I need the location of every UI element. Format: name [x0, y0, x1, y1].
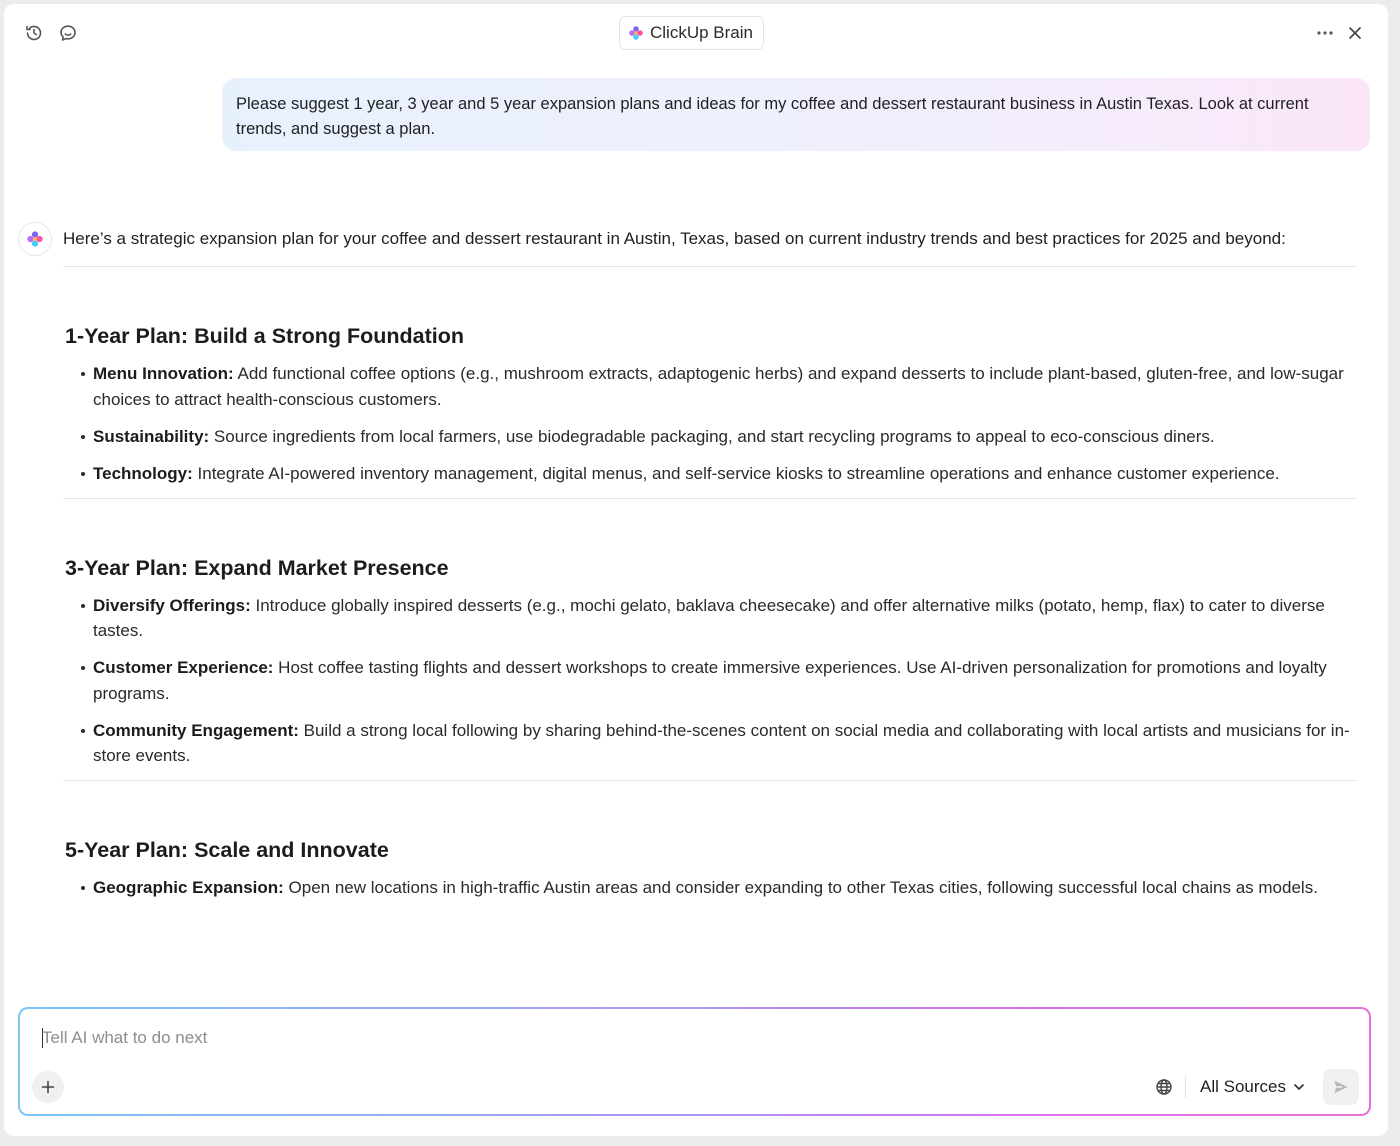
item-label: Community Engagement: — [93, 720, 299, 740]
close-icon[interactable] — [1343, 21, 1367, 45]
bullet-list — [63, 361, 1357, 486]
send-button[interactable] — [1323, 1069, 1359, 1105]
item-text: Add functional coffee options (e.g., mushroom extracts, adaptogenic herbs) and expand desserts to include plant-based, gluten-free, and low-sugar choices to attract health-conscious customers. — [93, 364, 1344, 409]
item-text: Introduce globally inspired desserts (e.g., mochi gelato, baklava cheesecake) and offer alternative milks (potato, hemp, flax) to cater to diverse tastes. — [93, 595, 1325, 640]
send-icon — [1332, 1078, 1350, 1096]
plus-icon — [40, 1079, 56, 1095]
list-item — [93, 593, 1357, 644]
toolbar-divider — [1185, 1076, 1186, 1098]
sources-label: All Sources — [1200, 1077, 1286, 1096]
chat-icon[interactable] — [56, 21, 80, 45]
response-intro: Here’s a strategic expansion plan for your coffee and dessert restaurant in Austin, Texas, based on current industry trends and best practices for 2025 and beyond: — [63, 229, 1286, 248]
globe-icon — [1155, 1078, 1173, 1096]
web-search-toggle[interactable] — [1153, 1076, 1175, 1098]
history-icon[interactable] — [22, 21, 46, 45]
bullet-list — [63, 593, 1357, 769]
item-text: Host coffee tasting flights and dessert workshops to create immersive experiences. Use AI-driven personalization for promotions and loyalty programs. — [93, 658, 1327, 703]
item-label: Geographic Expansion: — [93, 878, 284, 897]
item-text: Build a strong local following by sharing behind-the-scenes content on social media and collaborating with local artists and musicians for in-store events. — [93, 720, 1350, 765]
user-message-text: Please suggest 1 year, 3 year and 5 year expansion plans and ideas for my coffee and dessert restaurant business in Austin Texas. Look at current trends, and suggest a plan. — [236, 95, 1309, 138]
item-label: Menu Innovation: — [93, 364, 234, 383]
item-text: Open new locations in high-traffic Austin areas and consider expanding to other Texas cities, following successful local chains as models. — [283, 878, 1318, 897]
divider — [63, 266, 1357, 267]
clickup-brain-panel — [4, 4, 1388, 1136]
more-icon[interactable] — [1313, 21, 1337, 45]
list-item — [93, 424, 1357, 450]
add-attachment-button[interactable] — [32, 1071, 64, 1103]
item-text: Source ingredients from local farmers, use biodegradable packaging, and start recycling programs to appeal to eco-conscious diners. — [209, 426, 1215, 446]
clickup-brain-avatar-icon — [26, 230, 44, 248]
list-item — [93, 655, 1357, 706]
panel-title: ClickUp Brain — [650, 23, 753, 42]
plan-section-5-year — [63, 836, 1357, 901]
panel-header — [4, 4, 1388, 64]
plan-section-3-year — [63, 554, 1357, 782]
clickup-brain-icon — [628, 25, 644, 41]
composer — [18, 1007, 1371, 1116]
list-item — [93, 361, 1357, 412]
plan-section-1-year — [63, 322, 1357, 499]
sources-dropdown[interactable] — [1200, 1074, 1306, 1100]
ai-avatar — [18, 222, 52, 256]
ai-response — [63, 226, 1357, 912]
divider — [63, 498, 1357, 499]
item-label: Technology: — [93, 463, 193, 483]
title-pill[interactable] — [619, 16, 764, 50]
section-heading: 3-Year Plan: Expand Market Presence — [65, 555, 449, 580]
bullet-list — [63, 875, 1357, 901]
item-label: Customer Experience: — [93, 658, 274, 677]
list-item — [93, 875, 1357, 901]
prompt-input[interactable] — [42, 1025, 1142, 1051]
item-text: Integrate AI-powered inventory management, digital menus, and self-service kiosks to streamline operations and enhance customer experience. — [192, 463, 1280, 483]
list-item — [93, 718, 1357, 769]
item-label: Sustainability: — [93, 426, 210, 446]
composer-box — [20, 1009, 1369, 1114]
user-message — [222, 78, 1370, 151]
section-heading: 1-Year Plan: Build a Strong Foundation — [65, 324, 464, 348]
chevron-down-icon — [1292, 1080, 1306, 1094]
divider — [63, 780, 1357, 781]
item-label: Diversify Offerings: — [93, 595, 251, 615]
list-item — [93, 461, 1357, 487]
section-heading: 5-Year Plan: Scale and Innovate — [65, 838, 389, 862]
